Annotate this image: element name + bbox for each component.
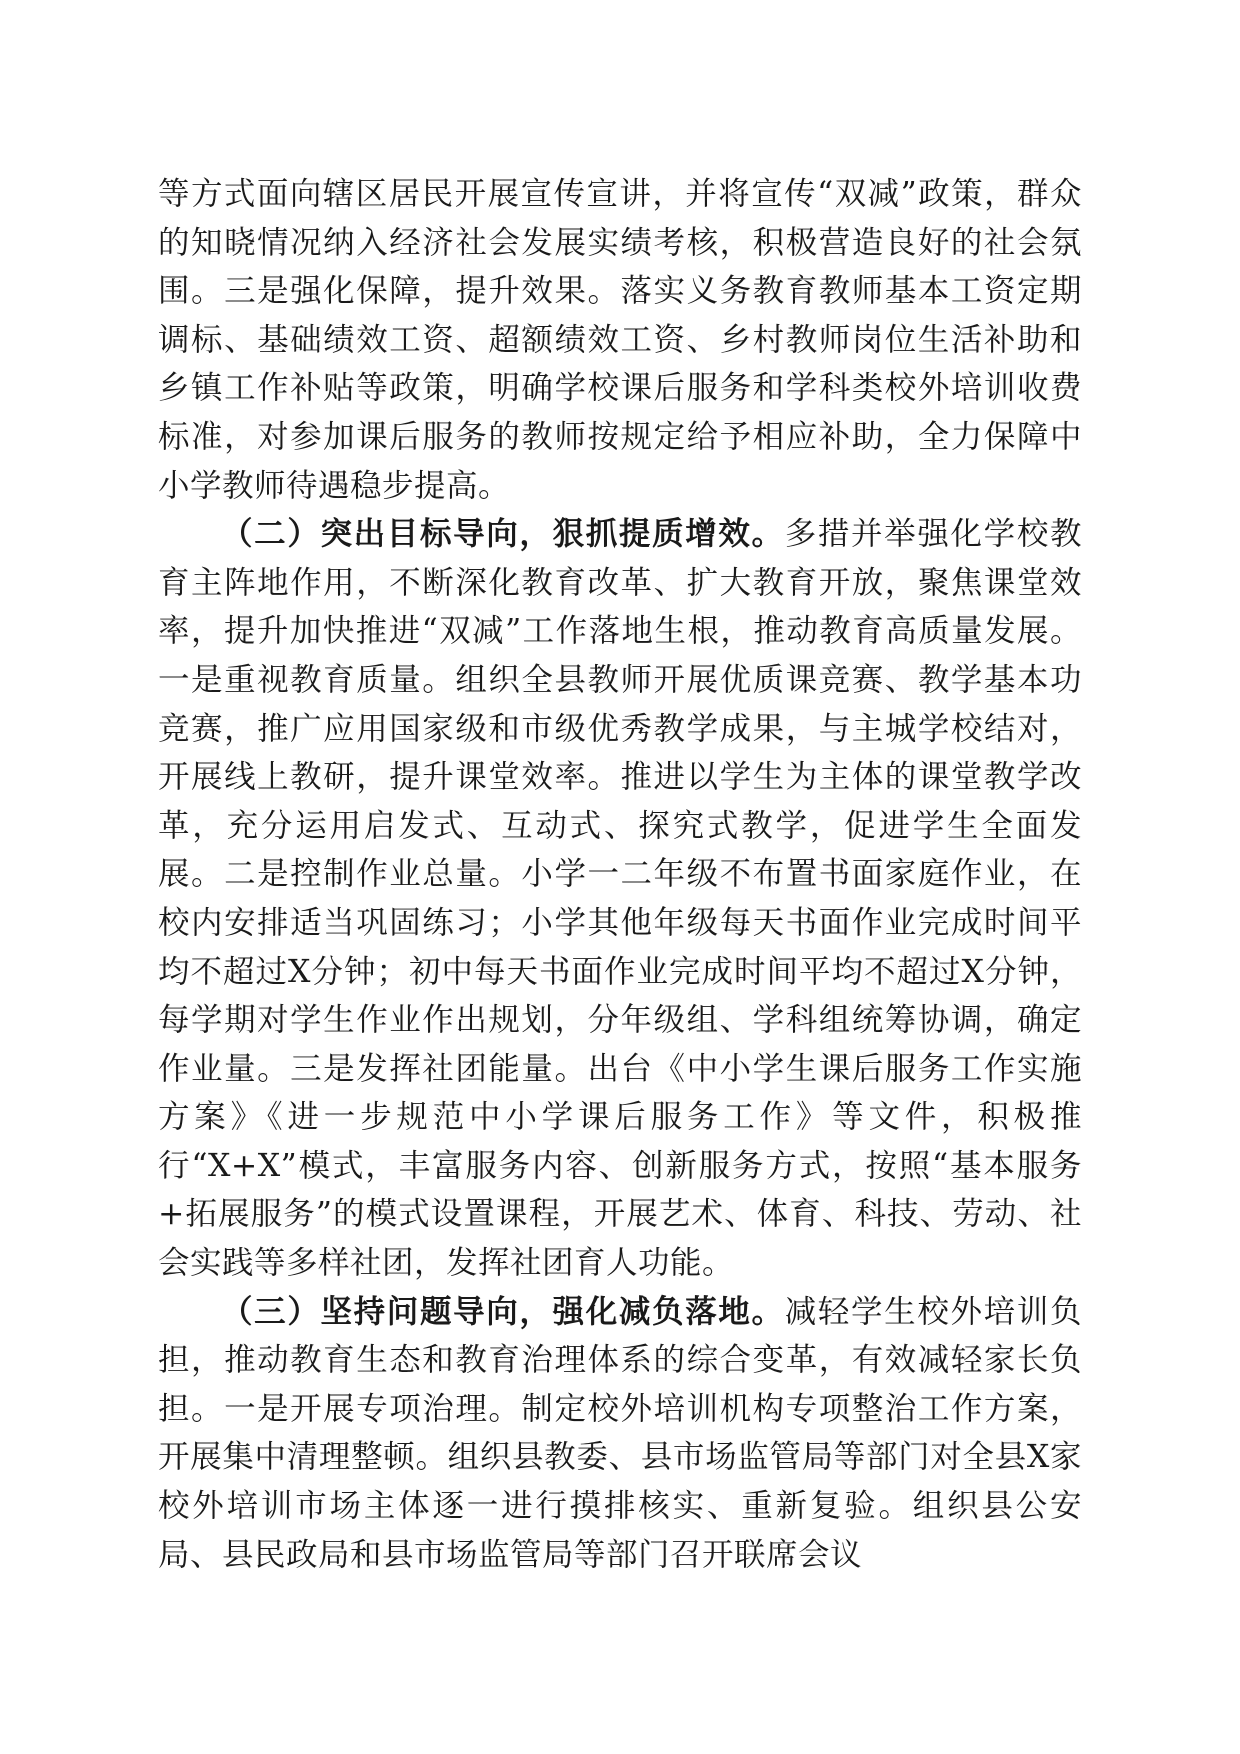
paragraph-2-text: 多措并举强化学校教育主阵地作用，不断深化教育改革、扩大教育开放，聚焦课堂效率，提升加快推进“双减”工作落地生根，推动教育高质量发展。一是重视教育质量。组织全县教师开展优质课竞赛、教学基本功竞赛，推广应用国家级和市级优秀教学成果，与主城学校结对，开展线上教研，提升课堂效率。推进以学生为主体的课堂教学改革，充分运用启发式、互动式、探究式教学，促进学生全面发展。二是控制作业总量。小学一二年级不布置书面家庭作业，在校内安排适当巩固练习；小学其他年级每天书面作业完成时间平均不超过X分钟；初中每天书面作业完成时间平均不超过X分钟，每学期对学生作业作出规划，分年级组、学科组统筹协调，确定作业量。三是发挥社团能量。出台《中小学生课后服务工作实施方案》《进一步规范中小学课后服务工作》等文件，积极推行“X+X”模式，丰富服务内容、创新服务方式，按照“基本服务+拓展服务”的模式设置课程，开展艺术、体育、科技、劳动、社会实践等多样社团，发挥社团育人功能。 bbox=[158, 516, 1082, 1282]
paragraph-3 bbox=[158, 1288, 1082, 1580]
paragraph-1 bbox=[158, 170, 1082, 510]
paragraph-1-text: 等方式面向辖区居民开展宣传宣讲，并将宣传“双减”政策，群众的知晓情况纳入经济社会发展实绩考核，积极营造良好的社会氛围。三是强化保障，提升效果。落实义务教育教师基本工资定期调标、基础绩效工资、超额绩效工资、乡村教师岗位生活补助和乡镇工作补贴等政策，明确学校课后服务和学科类校外培训收费标准，对参加课后服务的教师按规定给予相应补助，全力保障中小学教师待遇稳步提高。 bbox=[158, 176, 1082, 504]
section-heading-2: （二）突出目标导向，狠抓提质增效。 bbox=[221, 515, 785, 553]
document-body bbox=[158, 170, 1082, 1579]
paragraph-3-text: 减轻学生校外培训负担，推动教育生态和教育治理体系的综合变革，有效减轻家长负担。一是开展专项治理。制定校外培训机构专项整治工作方案，开展集中清理整顿。组织县教委、县市场监管局等部门对全县X家校外培训市场主体逐一进行摸排核实、重新复验。组织县公安局、县民政局和县市场监管局等部门召开联席会议 bbox=[158, 1293, 1082, 1573]
paragraph-2 bbox=[158, 510, 1082, 1288]
section-heading-3: （三）坚持问题导向，强化减负落地。 bbox=[221, 1292, 785, 1330]
